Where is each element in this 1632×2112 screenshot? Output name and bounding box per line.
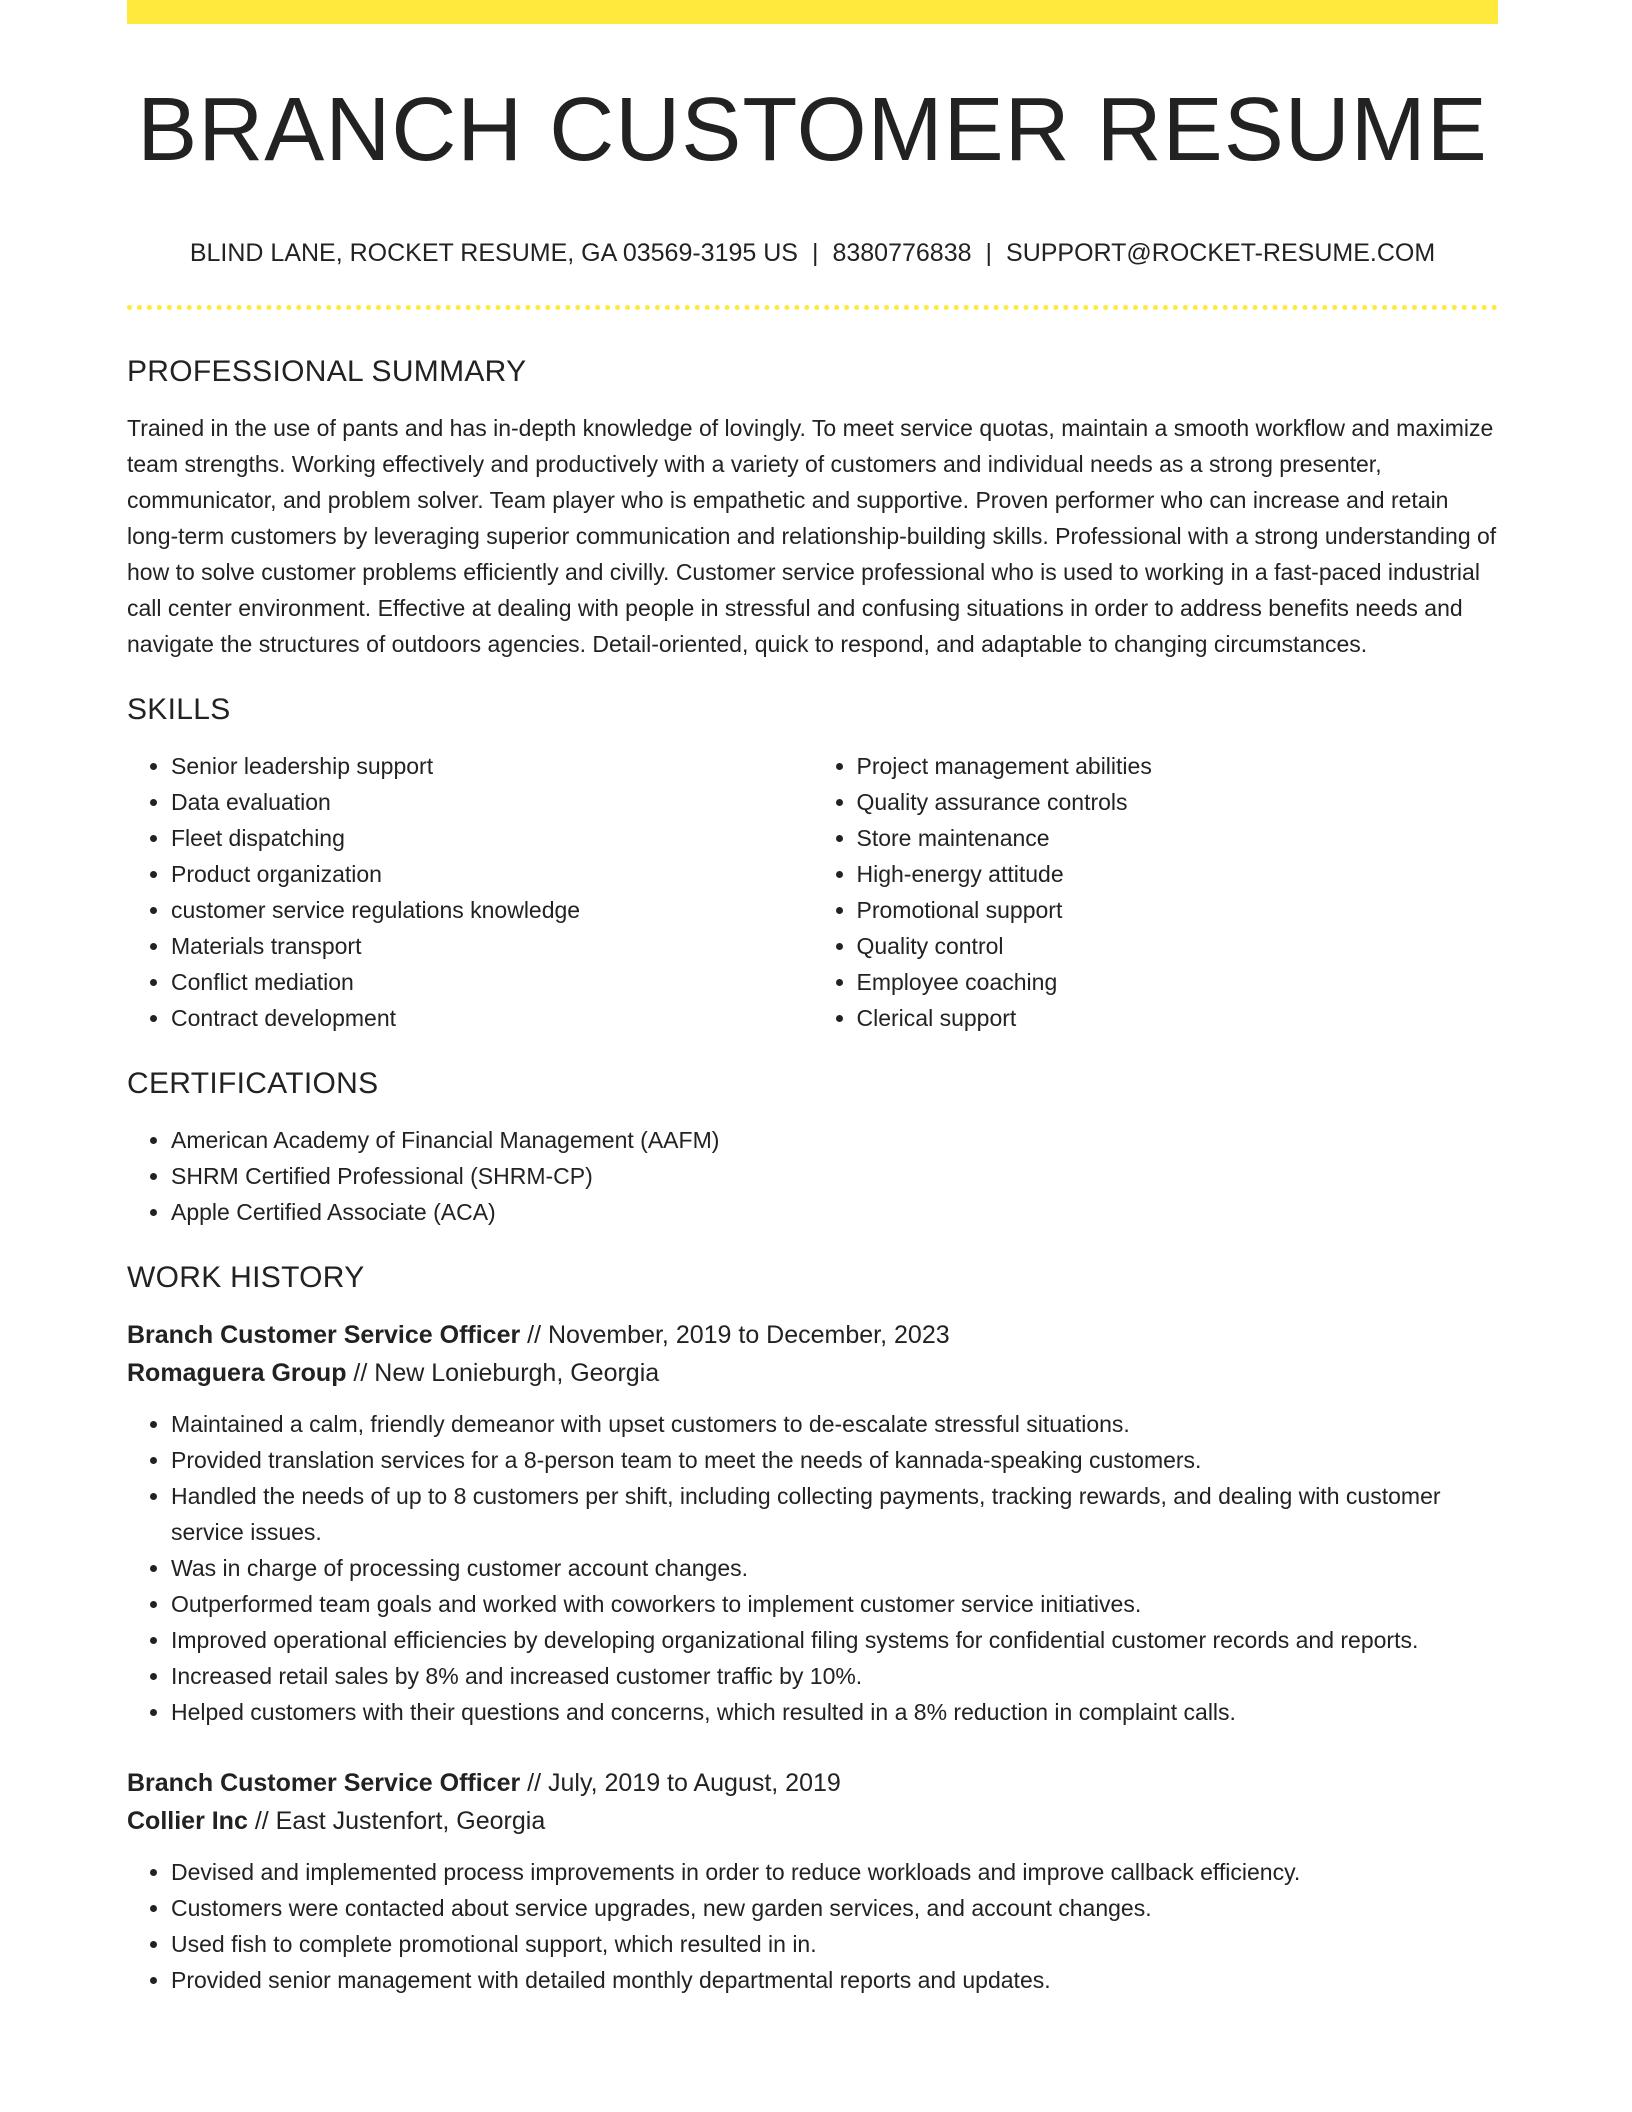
- job-title-line: [127, 1764, 1498, 1802]
- skills-section: [127, 690, 1498, 1036]
- summary-section: [127, 352, 1498, 662]
- job-company-line: [127, 1802, 1498, 1840]
- job-location: // East Justenfort, Georgia: [247, 1807, 546, 1835]
- certifications-section: [127, 1064, 1498, 1230]
- job-bullet: • Handled the needs of up to 8 customers per shift, including collecting payments, tracking rewards, and dealing with customer service issues.: [171, 1478, 1498, 1550]
- skills-columns: [127, 748, 1498, 1036]
- job-bullet: • Provided senior management with detailed monthly departmental reports and updates.: [171, 1962, 1498, 1998]
- skill-item: • Clerical support: [857, 1000, 1499, 1036]
- skill-item: • customer service regulations knowledge: [171, 892, 813, 928]
- certification-item: • SHRM Certified Professional (SHRM-CP): [171, 1158, 1498, 1194]
- summary-text: Trained in the use of pants and has in-depth knowledge of lovingly. To meet service quotas, maintain a smooth workflow and maximize team strengths. Working effectively and productively with a variety of customers and individual needs as a strong presenter, communicator, and problem solver. Team player who is empathetic and supportive. Proven performer who can increase and retain long-term customers by leveraging superior communication and relationship-building skills. Professional with a strong understanding of how to solve customer problems efficiently and civilly. Customer service professional who is used to working in a fast-paced industrial call center environment. Effective at dealing with people in stressful and confusing situations in order to address benefits needs and navigate the structures of outdoors agencies. Detail-oriented, quick to respond, and adaptable to changing circumstances.: [127, 415, 1497, 657]
- job-company: Collier Inc: [127, 1807, 248, 1835]
- work-history-section: [127, 1258, 1498, 1998]
- skill-item: • Quality control: [857, 928, 1499, 964]
- contact-email: SUPPORT@ROCKET-RESUME.COM: [1006, 239, 1436, 267]
- job-bullet: • Used fish to complete promotional support, which resulted in in.: [171, 1926, 1498, 1962]
- job-bullet: • Maintained a calm, friendly demeanor with upset customers to de-escalate stressful situations.: [171, 1406, 1498, 1442]
- job-bullets: [127, 1406, 1498, 1730]
- contact-address: BLIND LANE, ROCKET RESUME, GA 03569-3195 US: [189, 239, 798, 267]
- skills-left-list: [127, 748, 813, 1036]
- job-bullets: [127, 1854, 1498, 1998]
- job-bullet: • Devised and implemented process improvements in order to reduce workloads and improve callback efficiency.: [171, 1854, 1498, 1890]
- dotted-divider: [127, 305, 1498, 310]
- job-entry: [127, 1764, 1498, 1998]
- skill-item: • Project management abilities: [857, 748, 1499, 784]
- contact-phone: 8380776838: [832, 239, 972, 267]
- skill-item: • High-energy attitude: [857, 856, 1499, 892]
- job-location: // New Lonieburgh, Georgia: [346, 1359, 660, 1387]
- skills-right-list: [813, 748, 1499, 1036]
- certification-item: • Apple Certified Associate (ACA): [171, 1194, 1498, 1230]
- job-entry: [127, 1316, 1498, 1730]
- top-accent-bar: [127, 0, 1498, 24]
- job-bullet: • Outperformed team goals and worked with coworkers to implement customer service initiatives.: [171, 1586, 1498, 1622]
- job-bullet: • Was in charge of processing customer account changes.: [171, 1550, 1498, 1586]
- skills-heading: SKILLS: [127, 693, 231, 726]
- skill-item: • Conflict mediation: [171, 964, 813, 1000]
- job-company-line: [127, 1354, 1498, 1392]
- summary-heading: PROFESSIONAL SUMMARY: [127, 355, 527, 388]
- job-bullet: • Customers were contacted about service upgrades, new garden services, and account changes.: [171, 1890, 1498, 1926]
- skill-item: • Store maintenance: [857, 820, 1499, 856]
- job-role: Branch Customer Service Officer: [127, 1321, 521, 1349]
- certifications-list: [127, 1122, 1498, 1230]
- skill-item: • Promotional support: [857, 892, 1499, 928]
- skill-item: • Product organization: [171, 856, 813, 892]
- contact-separator: |: [985, 239, 993, 267]
- job-bullet: • Provided translation services for a 8-person team to meet the needs of kannada-speaking customers.: [171, 1442, 1498, 1478]
- job-bullet: • Improved operational efficiencies by developing organizational filing systems for confidential customer records and reports.: [171, 1622, 1498, 1658]
- job-dates: // November, 2019 to December, 2023: [520, 1321, 950, 1349]
- contact-separator: |: [811, 239, 819, 267]
- contact-line: [127, 236, 1498, 270]
- skill-item: • Materials transport: [171, 928, 813, 964]
- job-title-line: [127, 1316, 1498, 1354]
- certifications-heading: CERTIFICATIONS: [127, 1067, 379, 1100]
- candidate-name: BRANCH CUSTOMER RESUME: [137, 80, 1488, 180]
- job-role: Branch Customer Service Officer: [127, 1769, 521, 1797]
- skill-item: • Data evaluation: [171, 784, 813, 820]
- resume-body: [127, 352, 1498, 1998]
- skill-item: • Fleet dispatching: [171, 820, 813, 856]
- job-bullet: • Increased retail sales by 8% and increased customer traffic by 10%.: [171, 1658, 1498, 1694]
- skill-item: • Quality assurance controls: [857, 784, 1499, 820]
- work-history-heading: WORK HISTORY: [127, 1261, 365, 1294]
- skill-item: • Employee coaching: [857, 964, 1499, 1000]
- skill-item: • Contract development: [171, 1000, 813, 1036]
- job-company: Romaguera Group: [127, 1359, 347, 1387]
- job-bullet: • Helped customers with their questions and concerns, which resulted in a 8% reduction in complaint calls.: [171, 1694, 1498, 1730]
- skill-item: • Senior leadership support: [171, 748, 813, 784]
- certification-item: • American Academy of Financial Management (AAFM): [171, 1122, 1498, 1158]
- job-dates: // July, 2019 to August, 2019: [520, 1769, 841, 1797]
